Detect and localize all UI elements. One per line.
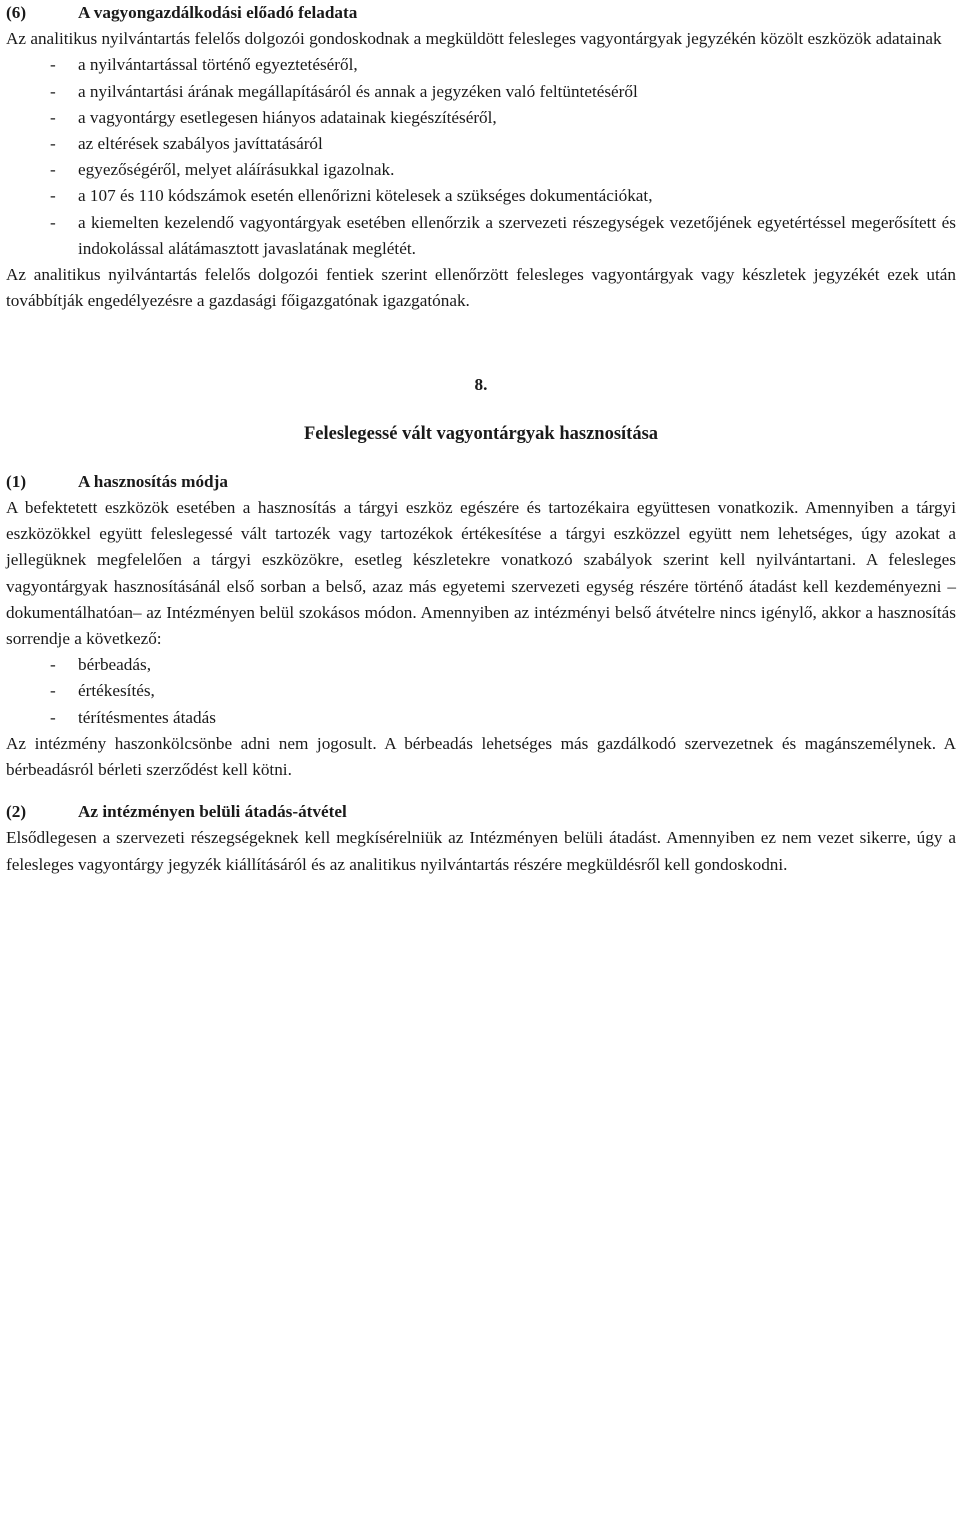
list-item: - a vagyontárgy esetlegesen hiányos adatainak kiegészítéséről, — [6, 105, 956, 131]
list-item: - a nyilvántartással történő egyeztetéséről, — [6, 52, 956, 78]
section-title: Az intézményen belüli átadás-átvétel — [78, 802, 347, 822]
list-item: - a nyilvántartási árának megállapításáról és annak a jegyzéken való feltüntetéséről — [6, 79, 956, 105]
chapter-title: Feleslegessé vált vagyontárgyak hasznosítása — [303, 423, 659, 444]
section-1-heading — [6, 469, 956, 495]
section-1-paragraph: A befektetett eszközök esetében a hasznosítás a tárgyi eszköz egészére és tartozékaira együttesen vonatkozik. Amennyiben a tárgyi eszközökkel együtt feleslegessé vált tartozék vagy tartozékok értékesítése a tárgyi eszközzel együtt nem lehetséges, úgy azokat a jellegüknek megfelelően a tárgyi eszközökre, esetleg készletekre vonatkozó szabályok szerint kell nyilvántartani. A felesleges vagyontárgyak hasznosításánál első sorban a belső, azaz más egyetemi szervezeti egység részére történő átadást kell kezdeményezni – dokumentálhatóan– az Intézményen belül szokásos módon. Amennyiben az intézményi belső átvételre nincs igénylő, akkor a hasznosítás sorrendje a következő: — [6, 498, 956, 649]
list-item: - értékesítés, — [6, 678, 956, 704]
list-item: - a kiemelten kezelendő vagyontárgyak esetében ellenőrzik a szervezeti részegységek vezetőjének egyetértéssel megerősített és indokolással alátámasztott javaslatának meglétét. — [6, 210, 956, 262]
section-6-outro: Az analitikus nyilvántartás felelős dolgozói fentiek szerint ellenőrzött felesleges vagyontárgyak vagy készletek jegyzékét ezek után továbbítják engedélyezésre a gazdasági főigazgatónak igazgatónak. — [6, 265, 956, 311]
section-number: (1) — [6, 471, 27, 491]
section-6-list — [6, 52, 956, 262]
section-number: (2) — [6, 802, 27, 822]
section-title: A vagyongazdálkodási előadó feladata — [78, 3, 358, 22]
section-2-paragraph: Elsődlegesen a szervezeti részegségeknek kell megkísérelniük az Intézményen belüli átadást. Amennyiben ez nem vezet sikerre, úgy a felesleges vagyontárgy jegyzék kiállításáról és az analitikus nyilvántartás részére megküldésről kell gondoskodni. — [6, 828, 956, 874]
section-number: (6) — [6, 3, 27, 22]
section-1-list — [6, 652, 956, 731]
section-title: A hasznosítás módja — [78, 471, 228, 491]
document-page — [6, 0, 956, 878]
list-item: - az eltérések szabályos javíttatásáról — [6, 131, 956, 157]
list-item: - a 107 és 110 kódszámok esetén ellenőrizni kötelesek a szükséges dokumentációkat, — [6, 183, 956, 209]
list-item: - bérbeadás, — [6, 652, 956, 678]
list-item: - egyezőségéről, melyet aláírásukkal igazolnak. — [6, 157, 956, 183]
section-6-heading — [6, 0, 956, 26]
chapter-number: 8. — [474, 375, 488, 395]
section-1-outro: Az intézmény haszonkölcsönbe adni nem jogosult. A bérbeadás lehetséges más gazdálkodó szervezetnek és magánszemélynek. A bérbeadásról bérleti szerződést kell kötni. — [6, 733, 956, 780]
section-6-intro: Az analitikus nyilvántartás felelős dolgozói gondoskodnak a megküldött felesleges vagyontárgyak jegyzékén közölt eszközök adatainak — [6, 29, 942, 49]
list-item: - térítésmentes átadás — [6, 705, 956, 731]
section-2-heading — [6, 799, 956, 825]
